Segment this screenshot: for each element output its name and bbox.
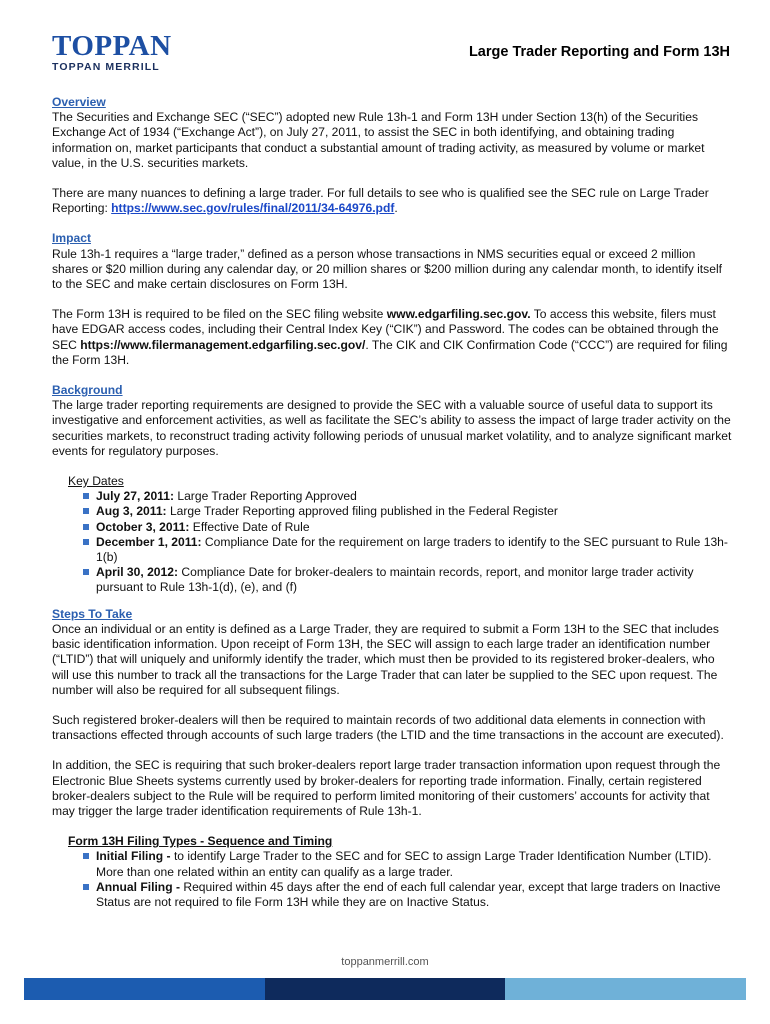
overview-paragraph-2: There are many nuances to defining a large trader. For full details to see who is qualified see the SEC rule on Large Trader Reporting: https://www.sec.gov/rules/final/2011/34-64976.pdf. <box>52 186 709 216</box>
steps-paragraph-1: Once an individual or an entity is defined as a Large Trader, they are required to submit a Form 13H to the SEC that includes basic identification information. Upon receipt of Form 13H, the SEC will assign to each large trader an identification number (“LTID”) that will uniquely and uniformly identify the trader, which must then be provided to its registered broker-dealers, who will use this number to track all the transactions for the Large Trader that can later be supplied to the SEC upon request. The number will also be required for all subsequent filings. <box>52 621 719 697</box>
list-item: December 1, 2011: Compliance Date for the requirement on large traders to identify to the SEC pursuant to Rule 13h-1(b) <box>80 535 732 565</box>
list-item: Aug 3, 2011: Large Trader Reporting approved filing published in the Federal Register <box>80 504 732 519</box>
footer-bar-segment <box>24 978 265 1000</box>
list-item: Annual Filing - Required within 45 days after the end of each full calendar year, except that large traders on Inactive Status are not required to file Form 13H while they are on Inactive Status. <box>80 880 732 910</box>
toppan-logo <box>52 31 172 73</box>
sec-rule-link[interactable]: https://www.sec.gov/rules/final/2011/34-64976.pdf <box>111 201 395 216</box>
list-item: July 27, 2011: Large Trader Reporting Approved <box>80 489 732 504</box>
steps-paragraph-2: Such registered broker-dealers will then be required to maintain records of two additional data elements in connection with transactions effected through accounts of such large traders (the LTID and the time transactions in the account are executed). <box>52 712 724 743</box>
key-dates-label: Key Dates <box>68 474 124 489</box>
filing-types-label: Form 13H Filing Types - Sequence and Timing <box>68 834 333 849</box>
footer-color-bar <box>24 978 746 1000</box>
footer-bar-segment <box>265 978 506 1000</box>
impact-paragraph-2: The Form 13H is required to be filed on the SEC filing website www.edgarfiling.sec.gov. To access this website, filers must have EDGAR access codes, including their Central Index Key (“CIK”) and Password. The codes can be obtained through the SEC https://www.filermanagement.edgarfiling.sec.gov/. The CIK and CIK Confirmation Code (“CCC”) are required for filing the Form 13H. <box>52 307 728 367</box>
document-body <box>52 95 732 910</box>
impact-heading: Impact <box>52 231 91 246</box>
filing-types-list <box>52 849 732 910</box>
list-item: October 3, 2011: Effective Date of Rule <box>80 520 732 535</box>
list-item: Initial Filing - to identify Large Trader to the SEC and for SEC to assign Large Trader Identification Number (LTID). More than one related within an entity can qualify as a large trader. <box>80 849 732 879</box>
background-heading: Background <box>52 383 123 398</box>
overview-paragraph-1: The Securities and Exchange SEC (“SEC”) adopted new Rule 13h-1 and Form 13H under Section 13(h) of the Securities Exchange Act of 1934 (“Exchange Act”), on July 27, 2011, to assist the SEC in both identifying, and obtaining trading information on, market participants that conduct a substantial amount of trading activity, as measured by volume or market value, in the U.S. securities markets. <box>52 110 705 170</box>
steps-paragraph-3: In addition, the SEC is requiring that such broker-dealers report large trader transaction information upon request through the Electronic Blue Sheets systems currently used by broker-dealers for reporting trade information. Finally, certain registered broker-dealers subject to the Rule will be required to perform limited monitoring of their customers’ accounts for activity that may trigger the large trader identification requirements of Rule 13h-1. <box>52 758 721 818</box>
document-title: Large Trader Reporting and Form 13H <box>468 44 730 60</box>
steps-heading: Steps To Take <box>52 606 133 621</box>
overview-heading: Overview <box>52 95 106 109</box>
logo-subtitle: TOPPAN MERRILL <box>52 61 160 73</box>
edgar-filing-site: www.edgarfiling.sec.gov. <box>386 307 531 322</box>
list-item: April 30, 2012: Compliance Date for broker-dealers to maintain records, report, and monitor large trader activity pursuant to Rule 13h-1(d), (e), and (f) <box>80 565 732 595</box>
footer-bar-segment <box>505 978 746 1000</box>
key-dates-list <box>52 489 732 595</box>
impact-paragraph-1: Rule 13h-1 requires a “large trader,” defined as a person whose transactions in NMS securities equal or exceed 2 million shares or $20 million during any calendar day, or 20 million shares or $200 million during any calendar month, to identify itself to the SEC and make certain disclosures on Form 13H. <box>52 246 722 292</box>
background-paragraph-1: The large trader reporting requirements are designed to provide the SEC with a valuable source of useful data to support its investigative and enforcement activities, as well as facilitate the SEC’s ability to assess the impact of large trader activity on the securities markets, to reconstruct trading activity following periods of unusual market volatility, and to analyze significant market events for regulatory purposes. <box>52 398 732 458</box>
logo-wordmark: TOPPAN <box>52 30 172 62</box>
filer-management-site: https://www.filermanagement.edgarfiling.sec.gov/ <box>80 337 366 352</box>
footer-url: toppanmerrill.com <box>341 956 429 968</box>
